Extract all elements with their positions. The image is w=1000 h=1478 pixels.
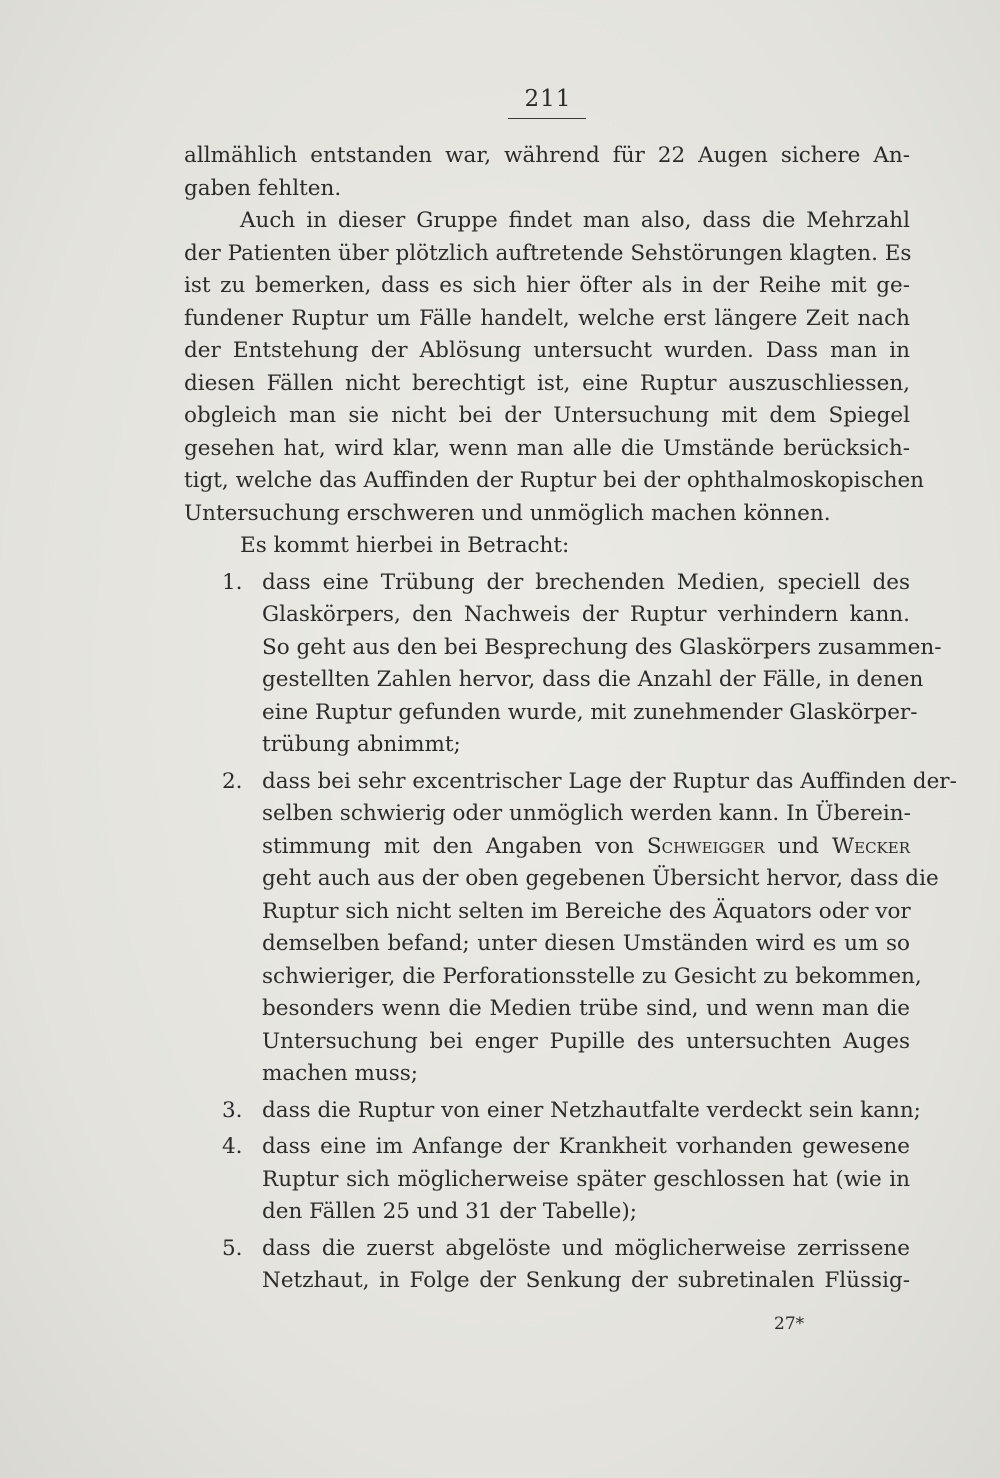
text-line-with-names (262, 831, 910, 864)
body-text (184, 140, 957, 1298)
text-line: obgleich man sie nicht bei der Untersuchung mit dem Spiegel (184, 403, 910, 428)
text-line: allmählich entstanden war, während für 22 Augen sichere An- (184, 143, 910, 168)
page-number: 211 (524, 86, 572, 112)
text-line: ist zu bemerken, dass es sich hier öfter als in der Reihe mit ge- (184, 273, 910, 298)
list-item (184, 1095, 921, 1128)
page-number-rule (508, 118, 586, 119)
list-item-number: 5. (222, 1235, 243, 1261)
list-item (184, 1233, 910, 1298)
text-line: besonders wenn die Medien trübe sind, und wenn man die (262, 996, 910, 1021)
list-item (184, 1131, 910, 1229)
list-item (184, 567, 942, 762)
text-line: dass die Ruptur von einer Netzhautfalte verdeckt sein kann; (262, 1097, 921, 1123)
text-line: tigt, welche das Auffinden der Ruptur bei der ophthalmoskopischen (184, 468, 925, 493)
text-line: machen muss; (262, 1061, 419, 1086)
text-fragment: stimmung mit den Angaben von (262, 833, 647, 859)
text-line: selben schwierig oder unmöglich werden kann. In Überein- (262, 801, 911, 826)
text-line: geht auch aus der oben gegebenen Übersicht hervor, dass die (262, 866, 939, 891)
list-item-number: 4. (222, 1134, 243, 1159)
paragraph-main (184, 205, 925, 530)
text-line: fundener Ruptur um Fälle handelt, welche erst längere Zeit nach (184, 305, 910, 331)
text-line: gesehen hat, wird klar, wenn man alle die Umstände berücksich- (184, 435, 910, 461)
list-item-number: 1. (222, 569, 243, 595)
text-line: der Patienten über plötzlich auftretende Sehstörungen klagten. Es (184, 240, 912, 266)
text-line: dass die zuerst abgelöste und möglicherweise zerrissene (262, 1235, 910, 1261)
text-line: Netzhaut, in Folge der Senkung der subretinalen Flüssig- (262, 1268, 910, 1293)
text-line: dass eine im Anfange der Krankheit vorhanden gewesene (262, 1134, 910, 1159)
text-line: diesen Fällen nicht berechtigt ist, eine Ruptur auszuschliessen, (184, 370, 910, 396)
text-line: dass eine Trübung der brechenden Medien, speciell des (262, 569, 910, 595)
text-line: So geht aus den bei Besprechung des Glaskörpers zusammen- (262, 634, 942, 660)
text-line: schwieriger, die Perforationsstelle zu Gesicht zu bekommen, (262, 963, 922, 989)
author-name: Schweigger (646, 833, 765, 859)
signature-mark: 27* (774, 1314, 805, 1334)
text-line: gaben fehlten. (184, 175, 342, 201)
paragraph-intro (184, 140, 910, 205)
text-line: Ruptur sich nicht selten im Bereiche des Äquators oder vor (262, 898, 911, 924)
text-line: eine Ruptur gefunden wurde, mit zunehmender Glaskörper- (262, 699, 918, 725)
text-line: Untersuchung bei enger Pupille des untersuchten Auges (262, 1028, 910, 1054)
text-line: dass bei sehr excentrischer Lage der Ruptur das Auffinden der- (262, 768, 957, 794)
list-item (184, 766, 957, 1091)
text-line: Glaskörpers, den Nachweis der Ruptur verhindern kann. (262, 602, 910, 627)
text-line: gestellten Zahlen hervor, dass die Anzahl der Fälle, in denen (262, 667, 924, 692)
text-line: Auch in dieser Gruppe findet man also, dass die Mehrzahl (240, 208, 910, 233)
text-line: der Entstehung der Ablösung untersucht wurden. Dass man in (184, 338, 910, 363)
text-line: trübung abnimmt; (262, 732, 461, 757)
text-line: den Fällen 25 und 31 der Tabelle); (262, 1199, 637, 1224)
text-line: Ruptur sich möglicherweise später geschlossen hat (wie in (262, 1166, 910, 1192)
author-name: Wecker (832, 833, 910, 859)
text-fragment: und (764, 833, 833, 859)
text-line: Es kommt hierbei in Betracht: (240, 533, 570, 558)
text-line: demselben befand; unter diesen Umständen wird es um so (262, 931, 910, 956)
paragraph-list-intro (184, 530, 910, 563)
text-line: Untersuchung erschweren und unmöglich machen können. (184, 500, 831, 526)
list-item-number: 2. (222, 768, 243, 794)
list-item-number: 3. (222, 1097, 243, 1123)
